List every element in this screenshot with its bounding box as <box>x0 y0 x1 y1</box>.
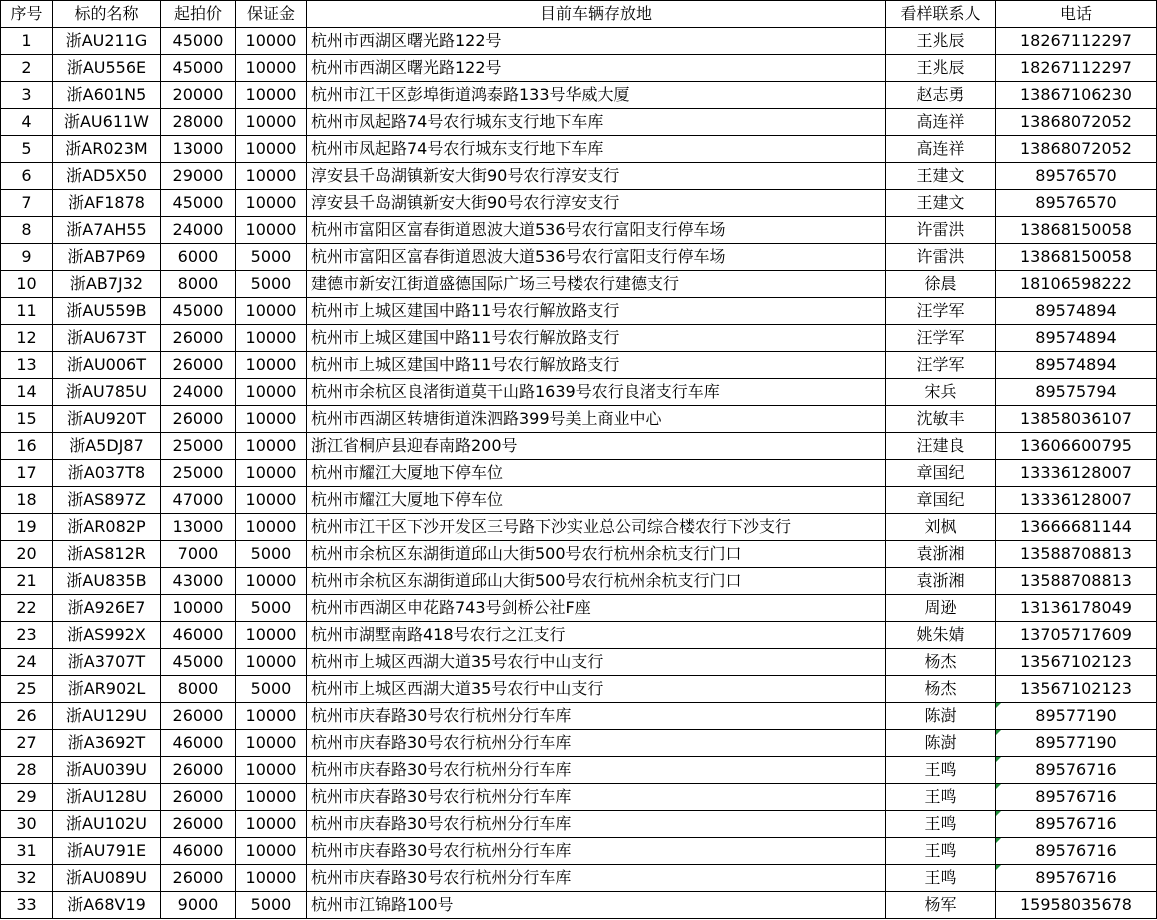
cell-plate[interactable]: 浙AU089U <box>53 865 161 892</box>
cell-contact[interactable]: 汪学军 <box>886 325 996 352</box>
cell-no[interactable]: 14 <box>1 379 53 406</box>
cell-location[interactable]: 杭州市余杭区东湖街道邱山大街500号农行杭州余杭支行门口 <box>307 541 886 568</box>
cell-no[interactable]: 25 <box>1 676 53 703</box>
cell-location[interactable]: 杭州市富阳区富春街道恩波大道536号农行富阳支行停车场 <box>307 217 886 244</box>
cell-phone[interactable]: 13136178049 <box>996 595 1157 622</box>
cell-contact[interactable]: 汪学军 <box>886 298 996 325</box>
cell-location[interactable]: 杭州市西湖区曙光路122号 <box>307 55 886 82</box>
cell-plate[interactable]: 浙AU102U <box>53 811 161 838</box>
table-row <box>1 892 1157 919</box>
cell-location[interactable]: 杭州市西湖区转塘街道洙泗路399号美上商业中心 <box>307 406 886 433</box>
cell-location[interactable]: 浙江省桐庐县迎春南路200号 <box>307 433 886 460</box>
cell-phone[interactable]: 89575794 <box>996 379 1157 406</box>
cell-no[interactable]: 5 <box>1 136 53 163</box>
cell-deposit[interactable]: 5000 <box>236 271 307 298</box>
table-row <box>1 271 1157 298</box>
table-row <box>1 784 1157 811</box>
table-row <box>1 55 1157 82</box>
cell-phone[interactable]: 13336128007 <box>996 460 1157 487</box>
cell-start-price[interactable]: 8000 <box>161 676 236 703</box>
table-row <box>1 244 1157 271</box>
cell-phone[interactable]: 13588708813 <box>996 568 1157 595</box>
cell-plate[interactable]: 浙A68V19 <box>53 892 161 919</box>
cell-deposit[interactable]: 10000 <box>236 217 307 244</box>
cell-location[interactable]: 杭州市江干区彭埠街道鸿泰路133号华威大厦 <box>307 82 886 109</box>
cell-start-price[interactable]: 9000 <box>161 892 236 919</box>
cell-location[interactable]: 杭州市西湖区曙光路122号 <box>307 28 886 55</box>
cell-phone[interactable]: 13868150058 <box>996 217 1157 244</box>
cell-contact[interactable]: 杨杰 <box>886 649 996 676</box>
cell-start-price[interactable]: 46000 <box>161 838 236 865</box>
cell-contact[interactable]: 许雷洪 <box>886 244 996 271</box>
cell-phone[interactable]: 13705717609 <box>996 622 1157 649</box>
cell-deposit[interactable]: 10000 <box>236 649 307 676</box>
cell-deposit[interactable]: 10000 <box>236 838 307 865</box>
cell-phone[interactable]: 13868072052 <box>996 136 1157 163</box>
cell-no[interactable]: 31 <box>1 838 53 865</box>
cell-start-price[interactable]: 25000 <box>161 460 236 487</box>
cell-phone[interactable]: 13336128007 <box>996 487 1157 514</box>
table-row <box>1 595 1157 622</box>
table-row <box>1 82 1157 109</box>
cell-deposit[interactable]: 5000 <box>236 244 307 271</box>
cell-plate[interactable]: 浙AU791E <box>53 838 161 865</box>
table-row <box>1 838 1157 865</box>
cell-contact[interactable]: 章国纪 <box>886 487 996 514</box>
table-row <box>1 190 1157 217</box>
table-row <box>1 163 1157 190</box>
cell-no[interactable]: 3 <box>1 82 53 109</box>
cell-location[interactable]: 杭州市凤起路74号农行城东支行地下车库 <box>307 109 886 136</box>
header-plate: 标的名称 <box>53 1 161 28</box>
cell-no[interactable]: 20 <box>1 541 53 568</box>
cell-start-price[interactable]: 24000 <box>161 217 236 244</box>
cell-no[interactable]: 30 <box>1 811 53 838</box>
table-row <box>1 622 1157 649</box>
cell-location[interactable]: 杭州市上城区建国中路11号农行解放路支行 <box>307 298 886 325</box>
cell-deposit[interactable]: 10000 <box>236 784 307 811</box>
cell-deposit[interactable]: 10000 <box>236 352 307 379</box>
table-row <box>1 487 1157 514</box>
cell-phone[interactable]: 13567102123 <box>996 649 1157 676</box>
cell-plate[interactable]: 浙AU785U <box>53 379 161 406</box>
cell-contact[interactable]: 杨军 <box>886 892 996 919</box>
cell-contact[interactable]: 许雷洪 <box>886 217 996 244</box>
cell-start-price[interactable]: 45000 <box>161 190 236 217</box>
cell-contact[interactable]: 沈敏丰 <box>886 406 996 433</box>
cell-start-price[interactable]: 26000 <box>161 757 236 784</box>
cell-contact[interactable]: 王建文 <box>886 163 996 190</box>
cell-start-price[interactable]: 24000 <box>161 379 236 406</box>
cell-start-price[interactable]: 45000 <box>161 649 236 676</box>
cell-contact[interactable]: 袁浙湘 <box>886 541 996 568</box>
cell-plate[interactable]: 浙AS992X <box>53 622 161 649</box>
cell-contact[interactable]: 袁浙湘 <box>886 568 996 595</box>
cell-no[interactable]: 4 <box>1 109 53 136</box>
header-deposit: 保证金 <box>236 1 307 28</box>
cell-contact[interactable]: 陈澍 <box>886 703 996 730</box>
cell-start-price[interactable]: 45000 <box>161 298 236 325</box>
cell-contact[interactable]: 王鸣 <box>886 811 996 838</box>
cell-plate[interactable]: 浙AS897Z <box>53 487 161 514</box>
cell-contact[interactable]: 宋兵 <box>886 379 996 406</box>
cell-phone[interactable]: 18106598222 <box>996 271 1157 298</box>
cell-location[interactable]: 杭州市庆春路30号农行杭州分行车库 <box>307 757 886 784</box>
cell-location[interactable]: 杭州市余杭区东湖街道邱山大街500号农行杭州余杭支行门口 <box>307 568 886 595</box>
cell-no[interactable]: 22 <box>1 595 53 622</box>
cell-start-price[interactable]: 26000 <box>161 406 236 433</box>
cell-plate[interactable]: 浙A037T8 <box>53 460 161 487</box>
cell-deposit[interactable]: 10000 <box>236 298 307 325</box>
cell-no[interactable]: 12 <box>1 325 53 352</box>
cell-contact[interactable]: 汪学军 <box>886 352 996 379</box>
cell-deposit[interactable]: 5000 <box>236 676 307 703</box>
cell-start-price[interactable]: 26000 <box>161 784 236 811</box>
table-row <box>1 676 1157 703</box>
cell-deposit[interactable]: 10000 <box>236 136 307 163</box>
cell-no[interactable]: 29 <box>1 784 53 811</box>
cell-phone[interactable]: 89576570 <box>996 163 1157 190</box>
cell-deposit[interactable]: 10000 <box>236 55 307 82</box>
cell-plate[interactable]: 浙A601N5 <box>53 82 161 109</box>
cell-contact[interactable]: 赵志勇 <box>886 82 996 109</box>
cell-plate[interactable]: 浙A7AH55 <box>53 217 161 244</box>
cell-no[interactable]: 15 <box>1 406 53 433</box>
cell-plate[interactable]: 浙AU673T <box>53 325 161 352</box>
header-contact: 看样联系人 <box>886 1 996 28</box>
cell-plate[interactable]: 浙A5DJ87 <box>53 433 161 460</box>
cell-plate[interactable]: 浙AR023M <box>53 136 161 163</box>
cell-deposit[interactable]: 10000 <box>236 568 307 595</box>
cell-location[interactable]: 杭州市耀江大厦地下停车位 <box>307 487 886 514</box>
cell-contact[interactable]: 王建文 <box>886 190 996 217</box>
table-row <box>1 730 1157 757</box>
cell-location[interactable]: 杭州市庆春路30号农行杭州分行车库 <box>307 838 886 865</box>
header-no: 序号 <box>1 1 53 28</box>
cell-no[interactable]: 8 <box>1 217 53 244</box>
cell-deposit[interactable]: 5000 <box>236 541 307 568</box>
cell-phone[interactable]: 18267112297 <box>996 28 1157 55</box>
cell-phone[interactable]: 13868072052 <box>996 109 1157 136</box>
cell-deposit[interactable]: 5000 <box>236 595 307 622</box>
table-row <box>1 865 1157 892</box>
cell-no[interactable]: 2 <box>1 55 53 82</box>
cell-deposit[interactable]: 10000 <box>236 109 307 136</box>
cell-plate[interactable]: 浙AS812R <box>53 541 161 568</box>
cell-no[interactable]: 16 <box>1 433 53 460</box>
cell-start-price[interactable]: 25000 <box>161 433 236 460</box>
cell-plate[interactable]: 浙AU006T <box>53 352 161 379</box>
cell-location[interactable]: 杭州市江干区下沙开发区三号路下沙实业总公司综合楼农行下沙支行 <box>307 514 886 541</box>
cell-start-price[interactable]: 45000 <box>161 28 236 55</box>
cell-plate[interactable]: 浙AU835B <box>53 568 161 595</box>
cell-contact[interactable]: 陈澍 <box>886 730 996 757</box>
cell-location[interactable]: 杭州市耀江大厦地下停车位 <box>307 460 886 487</box>
cell-plate[interactable]: 浙A3707T <box>53 649 161 676</box>
cell-start-price[interactable]: 8000 <box>161 271 236 298</box>
cell-location[interactable]: 杭州市江锦路100号 <box>307 892 886 919</box>
cell-no[interactable]: 13 <box>1 352 53 379</box>
cell-start-price[interactable]: 29000 <box>161 163 236 190</box>
cell-no[interactable]: 33 <box>1 892 53 919</box>
cell-contact[interactable]: 姚朱婧 <box>886 622 996 649</box>
cell-phone[interactable]: 89577190 <box>996 730 1157 757</box>
cell-plate[interactable]: 浙A926E7 <box>53 595 161 622</box>
table-row <box>1 28 1157 55</box>
cell-phone[interactable]: 13858036107 <box>996 406 1157 433</box>
cell-contact[interactable]: 徐晨 <box>886 271 996 298</box>
cell-start-price[interactable]: 13000 <box>161 514 236 541</box>
cell-location[interactable]: 杭州市上城区西湖大道35号农行中山支行 <box>307 676 886 703</box>
cell-phone[interactable]: 13588708813 <box>996 541 1157 568</box>
cell-no[interactable]: 23 <box>1 622 53 649</box>
cell-start-price[interactable]: 43000 <box>161 568 236 595</box>
cell-deposit[interactable]: 10000 <box>236 379 307 406</box>
cell-deposit[interactable]: 10000 <box>236 460 307 487</box>
cell-deposit[interactable]: 10000 <box>236 433 307 460</box>
cell-no[interactable]: 32 <box>1 865 53 892</box>
cell-plate[interactable]: 浙AU920T <box>53 406 161 433</box>
cell-deposit[interactable]: 10000 <box>236 163 307 190</box>
table-row <box>1 649 1157 676</box>
cell-start-price[interactable]: 26000 <box>161 703 236 730</box>
cell-location[interactable]: 淳安县千岛湖镇新安大街90号农行淳安支行 <box>307 190 886 217</box>
cell-phone[interactable]: 13606600795 <box>996 433 1157 460</box>
header-start-price: 起拍价 <box>161 1 236 28</box>
cell-start-price[interactable]: 45000 <box>161 55 236 82</box>
cell-start-price[interactable]: 26000 <box>161 865 236 892</box>
cell-location[interactable]: 杭州市上城区西湖大道35号农行中山支行 <box>307 649 886 676</box>
cell-plate[interactable]: 浙AB7J32 <box>53 271 161 298</box>
cell-phone[interactable]: 89576570 <box>996 190 1157 217</box>
cell-location[interactable]: 杭州市西湖区申花路743号剑桥公社F座 <box>307 595 886 622</box>
cell-plate[interactable]: 浙AU211G <box>53 28 161 55</box>
table-row <box>1 379 1157 406</box>
cell-deposit[interactable]: 10000 <box>236 865 307 892</box>
cell-start-price[interactable]: 46000 <box>161 622 236 649</box>
cell-start-price[interactable]: 26000 <box>161 811 236 838</box>
cell-location[interactable]: 杭州市庆春路30号农行杭州分行车库 <box>307 703 886 730</box>
cell-contact[interactable]: 高连祥 <box>886 109 996 136</box>
cell-deposit[interactable]: 10000 <box>236 487 307 514</box>
cell-location[interactable]: 杭州市余杭区良渚街道莫干山路1639号农行良渚支行车库 <box>307 379 886 406</box>
cell-phone[interactable]: 18267112297 <box>996 55 1157 82</box>
cell-contact[interactable]: 章国纪 <box>886 460 996 487</box>
cell-no[interactable]: 18 <box>1 487 53 514</box>
cell-start-price[interactable]: 6000 <box>161 244 236 271</box>
cell-phone[interactable]: 89576716 <box>996 784 1157 811</box>
cell-start-price[interactable]: 46000 <box>161 730 236 757</box>
cell-deposit[interactable]: 5000 <box>236 892 307 919</box>
table-row <box>1 406 1157 433</box>
cell-contact[interactable]: 周逊 <box>886 595 996 622</box>
cell-plate[interactable]: 浙AU556E <box>53 55 161 82</box>
cell-location[interactable]: 杭州市富阳区富春街道恩波大道536号农行富阳支行停车场 <box>307 244 886 271</box>
cell-no[interactable]: 27 <box>1 730 53 757</box>
cell-start-price[interactable]: 10000 <box>161 595 236 622</box>
cell-deposit[interactable]: 10000 <box>236 757 307 784</box>
cell-contact[interactable]: 王鸣 <box>886 838 996 865</box>
cell-phone[interactable]: 89574894 <box>996 298 1157 325</box>
cell-contact[interactable]: 汪建良 <box>886 433 996 460</box>
cell-start-price[interactable]: 7000 <box>161 541 236 568</box>
cell-plate[interactable]: 浙AD5X50 <box>53 163 161 190</box>
cell-phone[interactable]: 89577190 <box>996 703 1157 730</box>
cell-contact[interactable]: 刘枫 <box>886 514 996 541</box>
cell-plate[interactable]: 浙A3692T <box>53 730 161 757</box>
cell-plate[interactable]: 浙AB7P69 <box>53 244 161 271</box>
cell-phone[interactable]: 89576716 <box>996 838 1157 865</box>
cell-contact[interactable]: 王鸣 <box>886 784 996 811</box>
cell-contact[interactable]: 高连祥 <box>886 136 996 163</box>
cell-start-price[interactable]: 28000 <box>161 109 236 136</box>
cell-start-price[interactable]: 47000 <box>161 487 236 514</box>
cell-no[interactable]: 11 <box>1 298 53 325</box>
cell-no[interactable]: 19 <box>1 514 53 541</box>
table-row <box>1 757 1157 784</box>
header-row <box>1 1 1157 28</box>
cell-phone[interactable]: 13666681144 <box>996 514 1157 541</box>
table-row <box>1 568 1157 595</box>
cell-deposit[interactable]: 10000 <box>236 730 307 757</box>
cell-contact[interactable]: 杨杰 <box>886 676 996 703</box>
header-location: 目前车辆存放地 <box>307 1 886 28</box>
cell-start-price[interactable]: 26000 <box>161 325 236 352</box>
cell-location[interactable]: 杭州市凤起路74号农行城东支行地下车库 <box>307 136 886 163</box>
cell-contact[interactable]: 王兆辰 <box>886 55 996 82</box>
cell-phone[interactable]: 89574894 <box>996 325 1157 352</box>
cell-contact[interactable]: 王兆辰 <box>886 28 996 55</box>
cell-location[interactable]: 杭州市湖墅南路418号农行之江支行 <box>307 622 886 649</box>
cell-start-price[interactable]: 26000 <box>161 352 236 379</box>
cell-contact[interactable]: 王鸣 <box>886 865 996 892</box>
cell-no[interactable]: 26 <box>1 703 53 730</box>
cell-deposit[interactable]: 10000 <box>236 811 307 838</box>
cell-location[interactable]: 杭州市庆春路30号农行杭州分行车库 <box>307 784 886 811</box>
cell-no[interactable]: 24 <box>1 649 53 676</box>
cell-start-price[interactable]: 20000 <box>161 82 236 109</box>
cell-deposit[interactable]: 10000 <box>236 514 307 541</box>
table-row <box>1 811 1157 838</box>
cell-location[interactable]: 杭州市庆春路30号农行杭州分行车库 <box>307 865 886 892</box>
cell-plate[interactable]: 浙AR082P <box>53 514 161 541</box>
table-row <box>1 541 1157 568</box>
table-row <box>1 325 1157 352</box>
table-row <box>1 703 1157 730</box>
cell-location[interactable]: 杭州市上城区建国中路11号农行解放路支行 <box>307 352 886 379</box>
cell-phone[interactable]: 15958035678 <box>996 892 1157 919</box>
cell-plate[interactable]: 浙AU611W <box>53 109 161 136</box>
cell-plate[interactable]: 浙AU129U <box>53 703 161 730</box>
cell-phone[interactable]: 89576716 <box>996 757 1157 784</box>
cell-phone[interactable]: 89576716 <box>996 811 1157 838</box>
cell-deposit[interactable]: 10000 <box>236 703 307 730</box>
cell-phone[interactable]: 13567102123 <box>996 676 1157 703</box>
cell-plate[interactable]: 浙AU128U <box>53 784 161 811</box>
table-row <box>1 514 1157 541</box>
cell-location[interactable]: 建德市新安江街道盛德国际广场三号楼农行建德支行 <box>307 271 886 298</box>
cell-no[interactable]: 9 <box>1 244 53 271</box>
cell-deposit[interactable]: 10000 <box>236 82 307 109</box>
cell-phone[interactable]: 89574894 <box>996 352 1157 379</box>
cell-location[interactable]: 杭州市庆春路30号农行杭州分行车库 <box>307 730 886 757</box>
cell-no[interactable]: 28 <box>1 757 53 784</box>
cell-plate[interactable]: 浙AU559B <box>53 298 161 325</box>
cell-contact[interactable]: 王鸣 <box>886 757 996 784</box>
cell-location[interactable]: 杭州市庆春路30号农行杭州分行车库 <box>307 811 886 838</box>
cell-no[interactable]: 1 <box>1 28 53 55</box>
cell-no[interactable]: 7 <box>1 190 53 217</box>
cell-location[interactable]: 杭州市上城区建国中路11号农行解放路支行 <box>307 325 886 352</box>
cell-no[interactable]: 17 <box>1 460 53 487</box>
cell-deposit[interactable]: 10000 <box>236 406 307 433</box>
table-row <box>1 460 1157 487</box>
cell-no[interactable]: 6 <box>1 163 53 190</box>
cell-phone[interactable]: 13868150058 <box>996 244 1157 271</box>
table-row <box>1 109 1157 136</box>
cell-no[interactable]: 10 <box>1 271 53 298</box>
table-row <box>1 217 1157 244</box>
cell-deposit[interactable]: 10000 <box>236 28 307 55</box>
cell-deposit[interactable]: 10000 <box>236 622 307 649</box>
cell-plate[interactable]: 浙AU039U <box>53 757 161 784</box>
cell-deposit[interactable]: 10000 <box>236 190 307 217</box>
table-row <box>1 433 1157 460</box>
cell-phone[interactable]: 13867106230 <box>996 82 1157 109</box>
cell-deposit[interactable]: 10000 <box>236 325 307 352</box>
cell-no[interactable]: 21 <box>1 568 53 595</box>
cell-start-price[interactable]: 13000 <box>161 136 236 163</box>
cell-location[interactable]: 淳安县千岛湖镇新安大街90号农行淳安支行 <box>307 163 886 190</box>
table-row <box>1 136 1157 163</box>
header-phone: 电话 <box>996 1 1157 28</box>
cell-phone[interactable]: 89576716 <box>996 865 1157 892</box>
table-row <box>1 298 1157 325</box>
table-row <box>1 352 1157 379</box>
cell-plate[interactable]: 浙AF1878 <box>53 190 161 217</box>
cell-plate[interactable]: 浙AR902L <box>53 676 161 703</box>
